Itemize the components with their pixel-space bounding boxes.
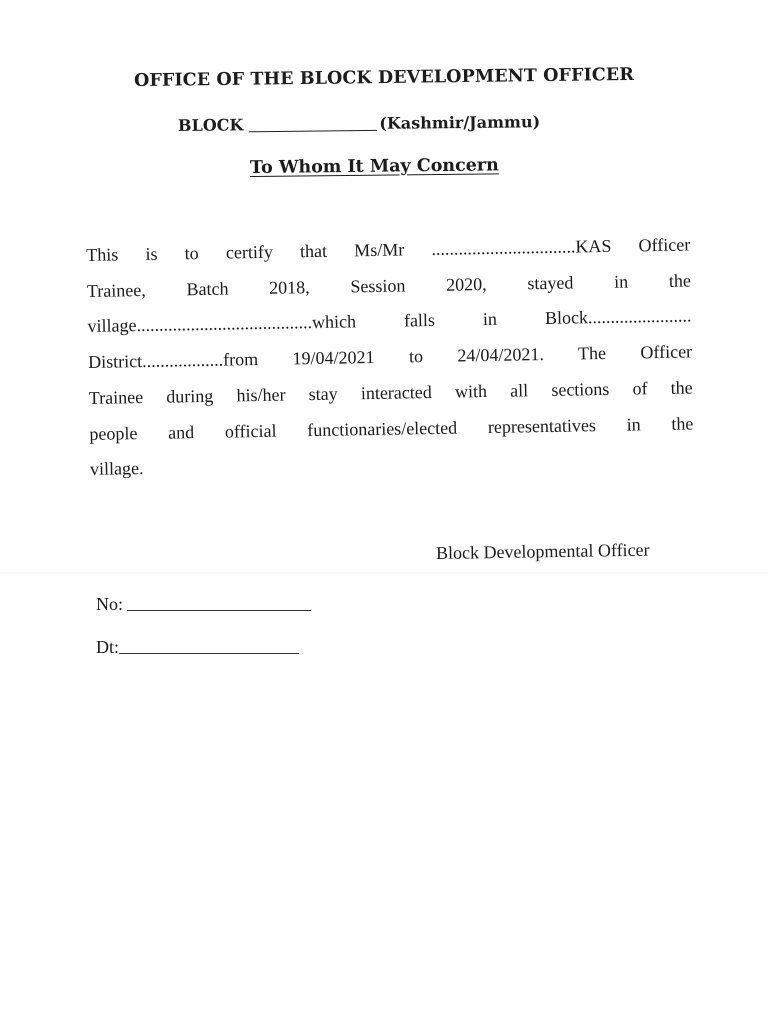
reference-number-line bbox=[96, 594, 311, 615]
body-line: District..................from 19/04/2021 to 24/04/2021. The Officer bbox=[87, 341, 693, 373]
block-line bbox=[178, 112, 540, 135]
scan-artifact-band bbox=[0, 572, 768, 574]
reference-number-label: No: bbox=[96, 594, 123, 614]
office-title: OFFICE OF THE BLOCK DEVELOPMENT OFFICER bbox=[133, 64, 635, 92]
body-line: This is to certify that Ms/Mr ................................KAS Officer bbox=[86, 234, 691, 265]
subject-heading: To Whom It May Concern bbox=[249, 155, 499, 178]
body-line: Trainee, Batch 2018, Session 2020, stayed in the bbox=[86, 270, 692, 301]
body-line: village.......................................which falls in Block....................... bbox=[87, 305, 692, 337]
signature-title: Block Developmental Officer bbox=[435, 539, 650, 563]
certificate-body bbox=[86, 227, 694, 487]
body-line: village. bbox=[89, 458, 144, 480]
block-name-blank bbox=[249, 118, 377, 132]
body-line: people and official functionaries/elected representatives in the bbox=[89, 412, 694, 444]
reference-number-blank bbox=[127, 598, 311, 611]
reference-date-line bbox=[96, 637, 299, 658]
reference-date-label: Dt: bbox=[96, 637, 120, 657]
body-line: Trainee during his/her stay interacted with all sections of the bbox=[88, 377, 693, 408]
reference-date-blank bbox=[119, 641, 299, 654]
block-region: (Kashmir/Jammu) bbox=[379, 112, 541, 133]
block-label: BLOCK bbox=[177, 115, 244, 135]
